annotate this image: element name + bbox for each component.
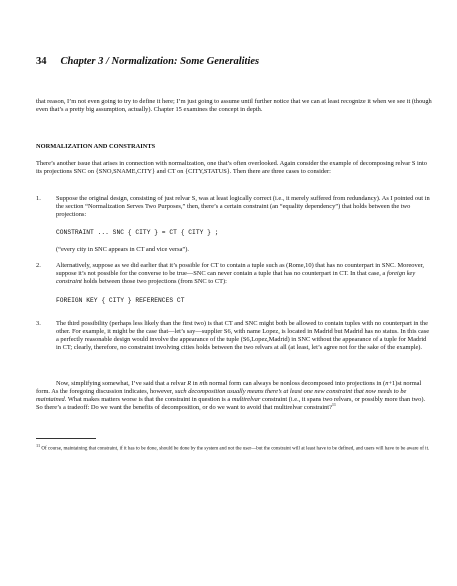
intro-paragraph: that reason, I’m not even going to try to define it here; I’m just going to assume until further notice that we can at least recognize it when we see it (though even that’s a pretty big assumption, actually). Chapter 15 examines the concept in depth. — [36, 98, 432, 114]
emphasis-new-constraint: such decomposition usually means there’s at least one new constraint that now needs to be maintained. — [36, 388, 407, 404]
footnote-marker: 11 — [36, 443, 41, 448]
var-n: n — [385, 380, 389, 387]
emphasis-multirelvar: multirelvar — [231, 396, 261, 404]
emphasis-foreign-key-constraint: foreign key constraint — [56, 270, 416, 286]
list-item-number: 1. — [36, 195, 41, 202]
list-item-number: 2. — [36, 262, 41, 269]
text-part: constraint (i.e., it spans two relvars, or possibly more than two). So there’s a tradeoff: Do we want the benefits of decomposition, or do we want to avoid that multirelvar constraint? — [36, 396, 426, 412]
code-foreign-key: FOREIGN KEY { CITY } REFERENCES CT — [56, 297, 185, 304]
section-intro-paragraph: There’s another issue that arises in connection with normalization, one that’s often overlooked. Again consider the example of decomposing relvar S into its projections SNC on {SNO,SNAME,CITY} and CT on {CITY,STATUS}. Then there are three cases to consider: — [36, 160, 427, 176]
text-part: in — [191, 380, 200, 387]
list-item-text-part: Alternatively, suppose as we did earlier that it’s possible for CT to contain a tuple such as (Rome,10) that has no counterpart in SNC. Moreover, suppose it’s not possible for the converse to be true—SNC can never contain a tuple that has no counterpart in CT. In that case, a — [56, 262, 425, 278]
text-part: Now, simplifying somewhat, I’ve said that a relvar — [56, 380, 188, 387]
running-header — [36, 56, 259, 67]
relvar-r: R — [187, 380, 192, 387]
chapter-title: Chapter 3 / Normalization: Some Generalities — [60, 56, 260, 67]
text-part: What makes matters worse is that the constraint in question is a — [66, 396, 232, 404]
page-number: 34 — [36, 56, 47, 67]
list-item-text: Suppose the original design, consisting of just relvar S, was at least logically correct (i.e., it merely suffered from redundancy). As I pointed out in the section “Normalization Serves Two Purposes,” then, there’s a certain constraint (an “equality dependency”) that holds between the two projections: — [56, 195, 430, 219]
list-item-text: The third possibility (perhaps less likely than the first two) is that CT and SNC might both be allowed to contain tuples with no counterpart in the other. For example, it might be the case that—let’s say—supplier S6, with name Lopez, is located in Madrid but Madrid has no status. In this case a perfectly reasonable design would involve the appearance of the tuple (S6,Lopez,Madrid) in SNC without the appearance of a tuple for Madrid in CT; clearly, therefore, no constraint involving cities holds between the two relvars at all (at least, let’s agree not for the sake of the example). — [56, 320, 430, 352]
footnote — [36, 443, 432, 453]
footnote-divider — [36, 438, 96, 439]
list-item-text-part: holds between those two projections (from SNC to CT): — [81, 278, 227, 286]
list-item-number: 3. — [36, 320, 41, 327]
var-n: n — [199, 380, 203, 387]
closing-paragraph — [36, 380, 432, 412]
code-constraint-equality: CONSTRAINT ... SNC { CITY } = CT { CITY } ; — [56, 229, 219, 236]
list-item-text — [56, 262, 432, 286]
footnote-reference[interactable]: 11 — [331, 402, 337, 408]
text-part: th normal form can always be nonloss decomposed into projections in ( — [202, 380, 386, 387]
list-item-after-text: (“every city in SNC appears in CT and vice versa”). — [56, 246, 189, 253]
footnote-text: Of course, maintaining that constraint, if it has to be done, should be done by the system and not the user—but the constraint will at least have to be defined, and users will have to be aware of it. — [40, 446, 430, 452]
section-heading: NORMALIZATION AND CONSTRAINTS — [36, 143, 156, 150]
text-part: +1)st normal form. As the foregoing discussion indicates, however, — [36, 380, 422, 396]
